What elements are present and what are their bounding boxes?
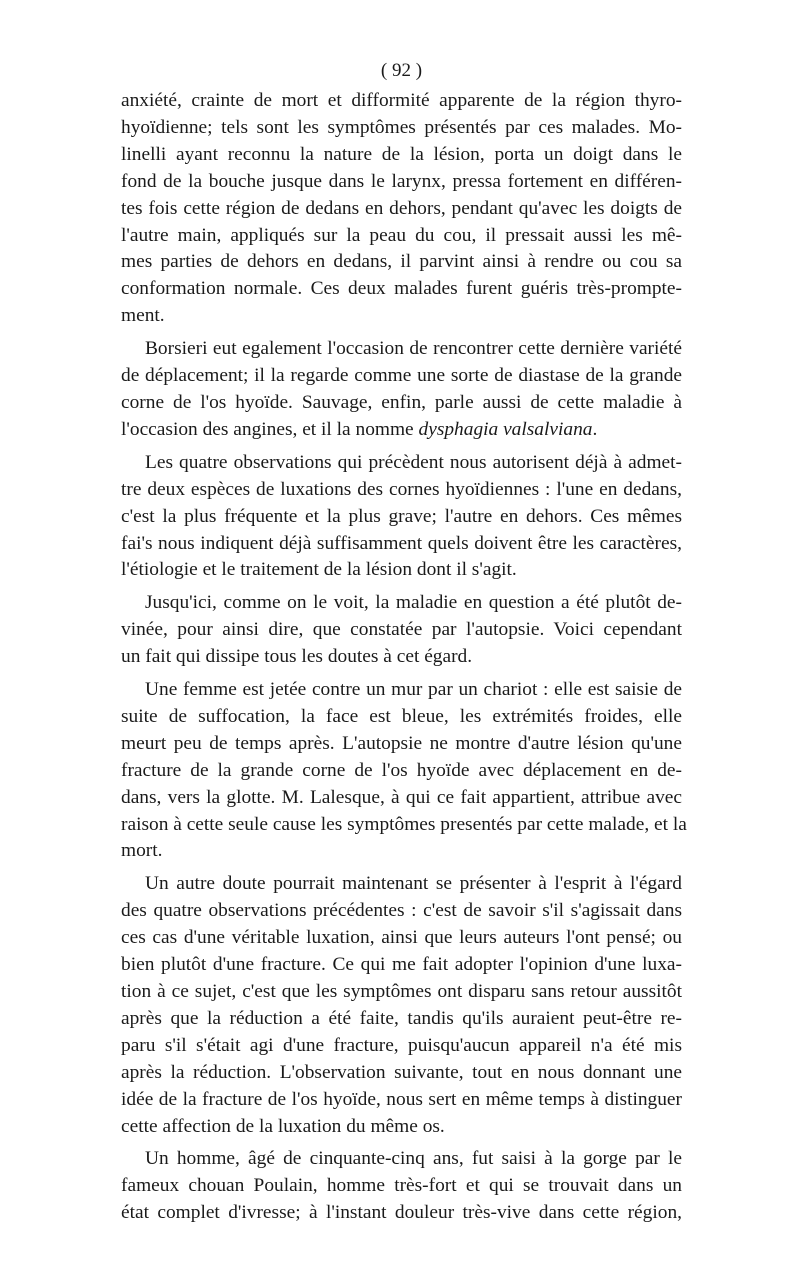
text-line: dans, vers la glotte. M. Lalesque, à qui ce fait appartient, attribue avec — [121, 786, 682, 808]
body-text — [121, 88, 687, 1227]
text-line: tion à ce sujet, c'est que les symptômes ont disparu sans retour aussitôt — [121, 981, 682, 1002]
text-line: l'autre main, appliqués sur la peau du cou, il pressait aussi les mê- — [121, 224, 682, 246]
text-line: de déplacement; il la regarde comme une sorte de diastase de la grande — [121, 365, 682, 387]
text-line: Une femme est jetée contre un mur par un chariot : elle est saisie de — [145, 679, 682, 701]
text-line: l'occasion des angines, et il la nomme dysphagia valsalviana. — [121, 418, 598, 440]
paragraph — [121, 1146, 682, 1227]
text-line: anxiété, crainte de mort et difformité apparente de la région thyro- — [121, 90, 682, 111]
text-line: Borsieri eut egalement l'occasion de rencontrer cette dernière variété — [145, 338, 682, 360]
text-line: raison à cette seule cause les symptômes presentés par cette malade, et la — [121, 813, 687, 835]
italic-term: dysphagia valsalviana — [418, 418, 593, 440]
text-line: vinée, pour ainsi dire, que constatée par l'autopsie. Voici cependant — [121, 619, 682, 641]
text-line: bien plutôt d'une fracture. Ce qui me fait adopter l'opinion d'une luxa- — [121, 954, 682, 976]
text-line: cette affection de la luxation du même os. — [121, 1115, 445, 1137]
text-line: tes fois cette région de dedans en dehors, pendant qu'avec les doigts de — [121, 197, 682, 219]
text-line: linelli ayant reconnu la nature de la lésion, porta un doigt dans le — [121, 143, 682, 165]
paragraph — [121, 450, 682, 585]
text-line: paru s'il s'était agi d'une fracture, puisqu'aucun appareil n'a été mis — [121, 1034, 682, 1056]
text-line: fameux chouan Poulain, homme très-fort et qui se trouvait dans un — [121, 1175, 682, 1197]
text-line: Un homme, âgé de cinquante-cinq ans, fut saisi à la gorge par le — [145, 1148, 682, 1170]
text-line: état complet d'ivresse; à l'instant douleur très-vive dans cette région, — [121, 1202, 682, 1224]
text-line: Un autre doute pourrait maintenant se présenter à l'esprit à l'égard — [145, 873, 682, 895]
paragraph — [121, 336, 682, 444]
paragraph — [121, 677, 687, 865]
paragraph — [121, 88, 682, 330]
text-line: Les quatre observations qui précèdent nous autorisent déjà à admet- — [145, 451, 682, 473]
paragraph — [121, 590, 682, 671]
text-line: ment. — [121, 305, 165, 327]
text-line: des quatre observations précédentes : c'est de savoir s'il s'agissait dans — [121, 900, 682, 922]
text-line: un fait qui dissipe tous les doutes à cet égard. — [121, 646, 473, 668]
text-line: Jusqu'ici, comme on le voit, la maladie en question a été plutôt de- — [145, 592, 682, 614]
punctuation: . — [592, 418, 598, 440]
text-line: après la réduction. L'observation suivante, tout en nous donnant une — [121, 1061, 682, 1083]
text-line: tre deux espèces de luxations des cornes hyoïdiennes : l'une en dedans, — [121, 478, 682, 500]
text-line: hyoïdienne; tels sont les symptômes présentés par ces malades. Mo- — [121, 116, 682, 138]
text-line: fond de la bouche jusque dans le larynx, pressa fortement en différen- — [121, 170, 682, 192]
text-line: mes parties de dehors en dedans, il parvint ainsi à rendre ou cou sa — [121, 251, 682, 273]
text-line: conformation normale. Ces deux malades furent guéris très-prompte- — [121, 278, 682, 300]
paragraph — [121, 871, 682, 1140]
text-line: meurt peu de temps après. L'autopsie ne montre d'autre lésion qu'une — [121, 732, 682, 754]
text-line: fracture de la grande corne de l'os hyoïde avec déplacement en de- — [121, 759, 682, 781]
text-line: fai's nous indiquent déjà suffisamment quels doivent être les caractères, — [121, 532, 682, 554]
document-page — [121, 58, 687, 1227]
text-line: idée de la fracture de l'os hyoïde, nous sert en même temps à distinguer — [121, 1088, 682, 1110]
text-line: l'étiologie et le traitement de la lésion dont il s'agit. — [121, 559, 517, 581]
text-line: après que la réduction a été faite, tandis qu'ils auraient peut-être re- — [121, 1007, 682, 1029]
text-line: c'est la plus fréquente et la plus grave; l'autre en dehors. Ces mêmes — [121, 505, 682, 527]
page-number: ( 92 ) — [380, 60, 423, 81]
text-line: mort. — [121, 840, 163, 862]
text-line: suite de suffocation, la face est bleue, les extrémités froides, elle — [121, 705, 682, 727]
text-line: ces cas d'une véritable luxation, ainsi que leurs auteurs l'ont pensé; ou — [121, 927, 682, 949]
text-line: corne de l'os hyoïde. Sauvage, enfin, parle aussi de cette maladie à — [121, 391, 682, 413]
